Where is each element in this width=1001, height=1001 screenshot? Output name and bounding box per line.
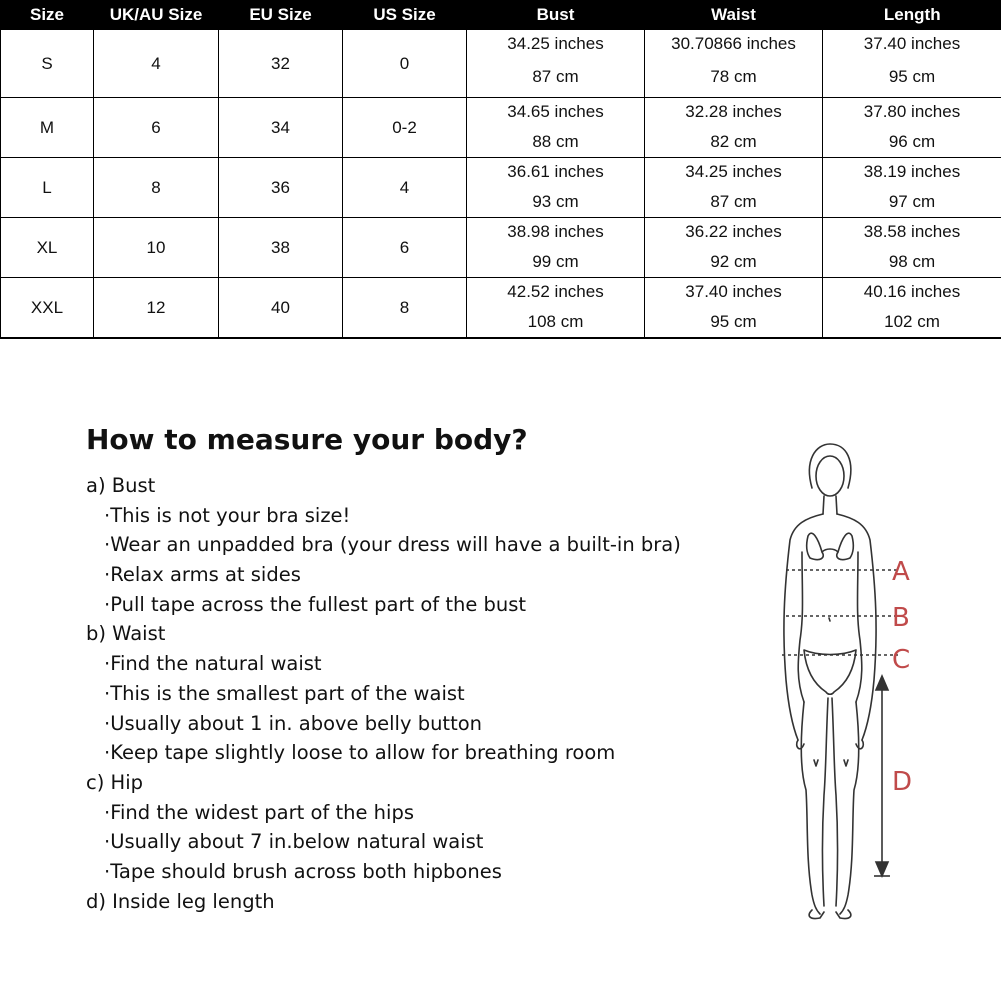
label-b: B (892, 603, 910, 633)
cell-eu-size: 32 (219, 30, 343, 98)
measure-guide (86, 420, 726, 916)
bust-cm: 88 cm (532, 132, 579, 151)
guide-step: ·Relax arms at sides (104, 563, 301, 587)
body-measurement-figure (760, 440, 940, 920)
waist-cm: 95 cm (710, 312, 757, 331)
cell-bust (467, 278, 645, 339)
cell-length (823, 98, 1001, 158)
cell-eu-size: 40 (219, 278, 343, 339)
length-cm: 102 cm (884, 312, 940, 331)
length-cm: 98 cm (888, 252, 936, 271)
col-header-waist: Waist (645, 0, 823, 30)
guide-title: How to measure your body? (86, 423, 528, 456)
cell-uk-size: 6 (94, 98, 219, 158)
label-a: A (892, 557, 910, 587)
guide-step: ·Usually about 7 in.below natural waist (104, 830, 484, 854)
length-inches: 37.40 inches (863, 34, 961, 53)
cell-length (823, 278, 1001, 339)
guide-section-hip: c) Hip (86, 770, 143, 794)
waist-inches: 37.40 inches (685, 282, 782, 301)
table-header-row (1, 0, 1001, 30)
guide-step: ·Keep tape slightly loose to allow for breathing room (104, 741, 616, 765)
cell-bust (467, 98, 645, 158)
guide-step: ·Usually about 1 in. above belly button (104, 711, 483, 735)
length-cm: 95 cm (888, 67, 936, 86)
guide-step: ·Find the natural waist (104, 652, 322, 676)
bust-inches: 36.61 inches (507, 162, 604, 181)
length-inches: 38.58 inches (863, 222, 961, 241)
col-header-us-size: US Size (343, 0, 467, 30)
table-row (1, 278, 1001, 339)
cell-uk-size: 8 (94, 158, 219, 218)
cell-length (823, 218, 1001, 278)
col-header-bust: Bust (467, 0, 645, 30)
guide-step: ·Tape should brush across both hipbones (104, 859, 502, 883)
cell-eu-size: 36 (219, 158, 343, 218)
waist-inches: 34.25 inches (685, 162, 782, 181)
bust-inches: 42.52 inches (507, 282, 604, 301)
cell-bust (467, 158, 645, 218)
cell-us-size: 0-2 (343, 98, 467, 158)
cell-eu-size: 38 (219, 218, 343, 278)
length-inches: 37.80 inches (863, 102, 961, 121)
label-c: C (892, 645, 911, 675)
cell-size: XL (1, 218, 94, 278)
bust-inches: 34.65 inches (507, 102, 604, 121)
cell-us-size: 6 (343, 218, 467, 278)
label-d: D (892, 767, 913, 797)
bust-inches: 38.98 inches (507, 222, 604, 241)
length-inches: 40.16 inches (863, 282, 961, 301)
bust-cm: 87 cm (532, 67, 579, 86)
cell-size: S (1, 30, 94, 98)
bust-inches: 34.25 inches (507, 34, 604, 53)
col-header-length: Length (823, 0, 1001, 30)
bust-cm: 108 cm (527, 312, 584, 331)
cell-eu-size: 34 (219, 98, 343, 158)
waist-inches: 36.22 inches (685, 222, 782, 241)
length-cm: 97 cm (888, 192, 936, 211)
table-row (1, 218, 1001, 278)
length-cm: 96 cm (888, 132, 936, 151)
guide-step: ·Pull tape across the fullest part of the bust (104, 592, 527, 616)
guide-step: ·Wear an unpadded bra (your dress will have a built-in bra) (104, 533, 681, 557)
size-chart-table (0, 0, 1001, 339)
cell-length (823, 158, 1001, 218)
guide-section-inside-leg: d) Inside leg length (86, 889, 275, 913)
cell-us-size: 4 (343, 158, 467, 218)
waist-cm: 87 cm (710, 192, 757, 211)
cell-size: L (1, 158, 94, 218)
table-row (1, 30, 1001, 98)
guide-step: ·This is the smallest part of the waist (104, 681, 465, 705)
table-row (1, 98, 1001, 158)
waist-inches: 30.70866 inches (671, 34, 796, 53)
bust-cm: 93 cm (532, 192, 579, 211)
bust-cm: 99 cm (532, 252, 579, 271)
waist-cm: 92 cm (710, 252, 757, 271)
cell-waist (645, 30, 823, 98)
cell-us-size: 8 (343, 278, 467, 339)
cell-us-size: 0 (343, 30, 467, 98)
cell-length (823, 30, 1001, 98)
cell-uk-size: 4 (94, 30, 219, 98)
cell-bust (467, 218, 645, 278)
guide-step: ·Find the widest part of the hips (104, 800, 414, 824)
cell-waist (645, 98, 823, 158)
cell-uk-size: 12 (94, 278, 219, 339)
guide-section-waist: b) Waist (86, 622, 166, 646)
col-header-uk-au-size: UK/AU Size (94, 0, 219, 30)
col-header-size: Size (1, 0, 94, 30)
waist-cm: 82 cm (710, 132, 757, 151)
guide-step: ·This is not your bra size! (104, 503, 351, 527)
body-outline-illustration (760, 440, 940, 920)
cell-uk-size: 10 (94, 218, 219, 278)
guide-list (86, 471, 726, 916)
cell-waist (645, 278, 823, 339)
length-inches: 38.19 inches (863, 162, 961, 181)
waist-inches: 32.28 inches (685, 102, 782, 121)
cell-size: XXL (1, 278, 94, 339)
cell-size: M (1, 98, 94, 158)
guide-section-bust: a) Bust (86, 474, 156, 497)
cell-waist (645, 158, 823, 218)
col-header-eu-size: EU Size (219, 0, 343, 30)
cell-bust (467, 30, 645, 98)
table-row (1, 158, 1001, 218)
waist-cm: 78 cm (710, 67, 757, 86)
cell-waist (645, 218, 823, 278)
